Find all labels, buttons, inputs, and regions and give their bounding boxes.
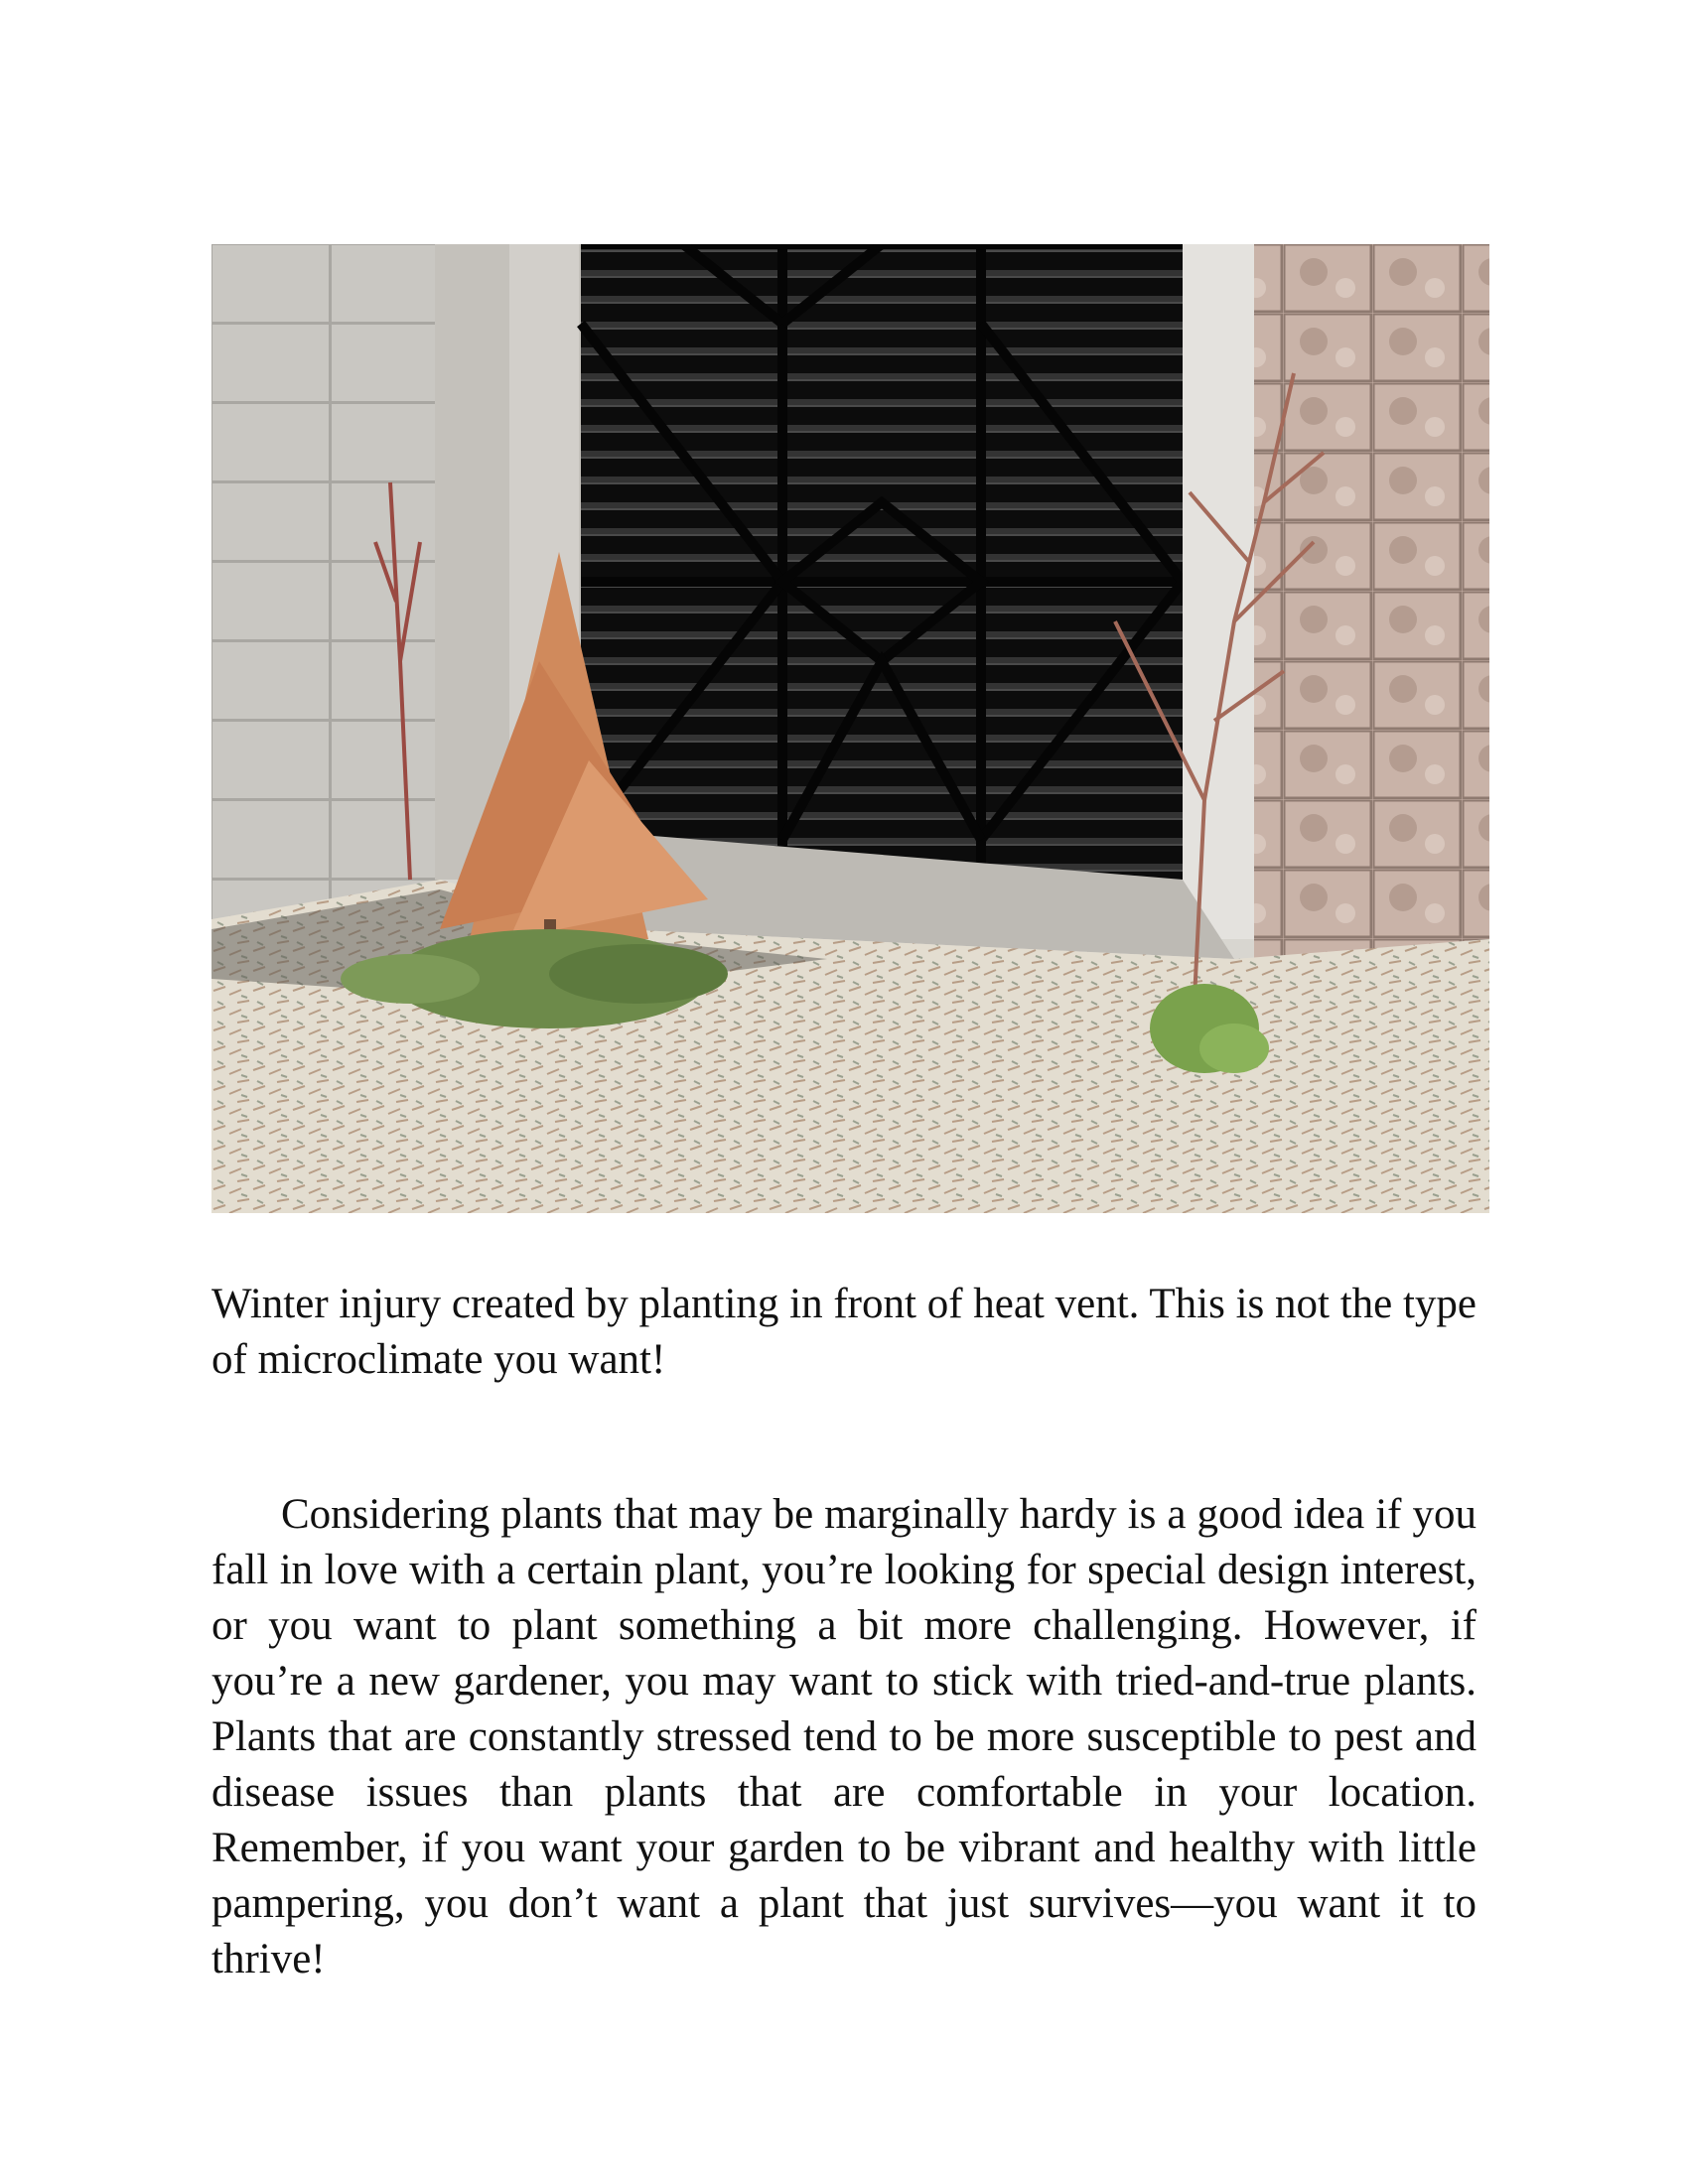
figure-caption: Winter injury created by planting in front of heat vent. This is not the type of microclimate you want! xyxy=(211,1281,1477,1383)
body-paragraph: Considering plants that may be marginally hardy is a good idea if you fall in love with a certain plant, you’re looking for special design interest, or you want to plant something a bit more challenging. However, if you’re a new gardener, you may want to stick with tried-and-true plants. Plants that are constantly stressed tend to be more susceptible to pest and disease issues than plants that are comfortable in your location. Remember, if you want your garden to be vibrant and healthy with little pampering, you don’t want a plant that just survives—you want it to thrive! xyxy=(211,1491,1477,1982)
photo-winter-injury xyxy=(211,244,1489,1213)
photo-illustration xyxy=(211,244,1489,1213)
